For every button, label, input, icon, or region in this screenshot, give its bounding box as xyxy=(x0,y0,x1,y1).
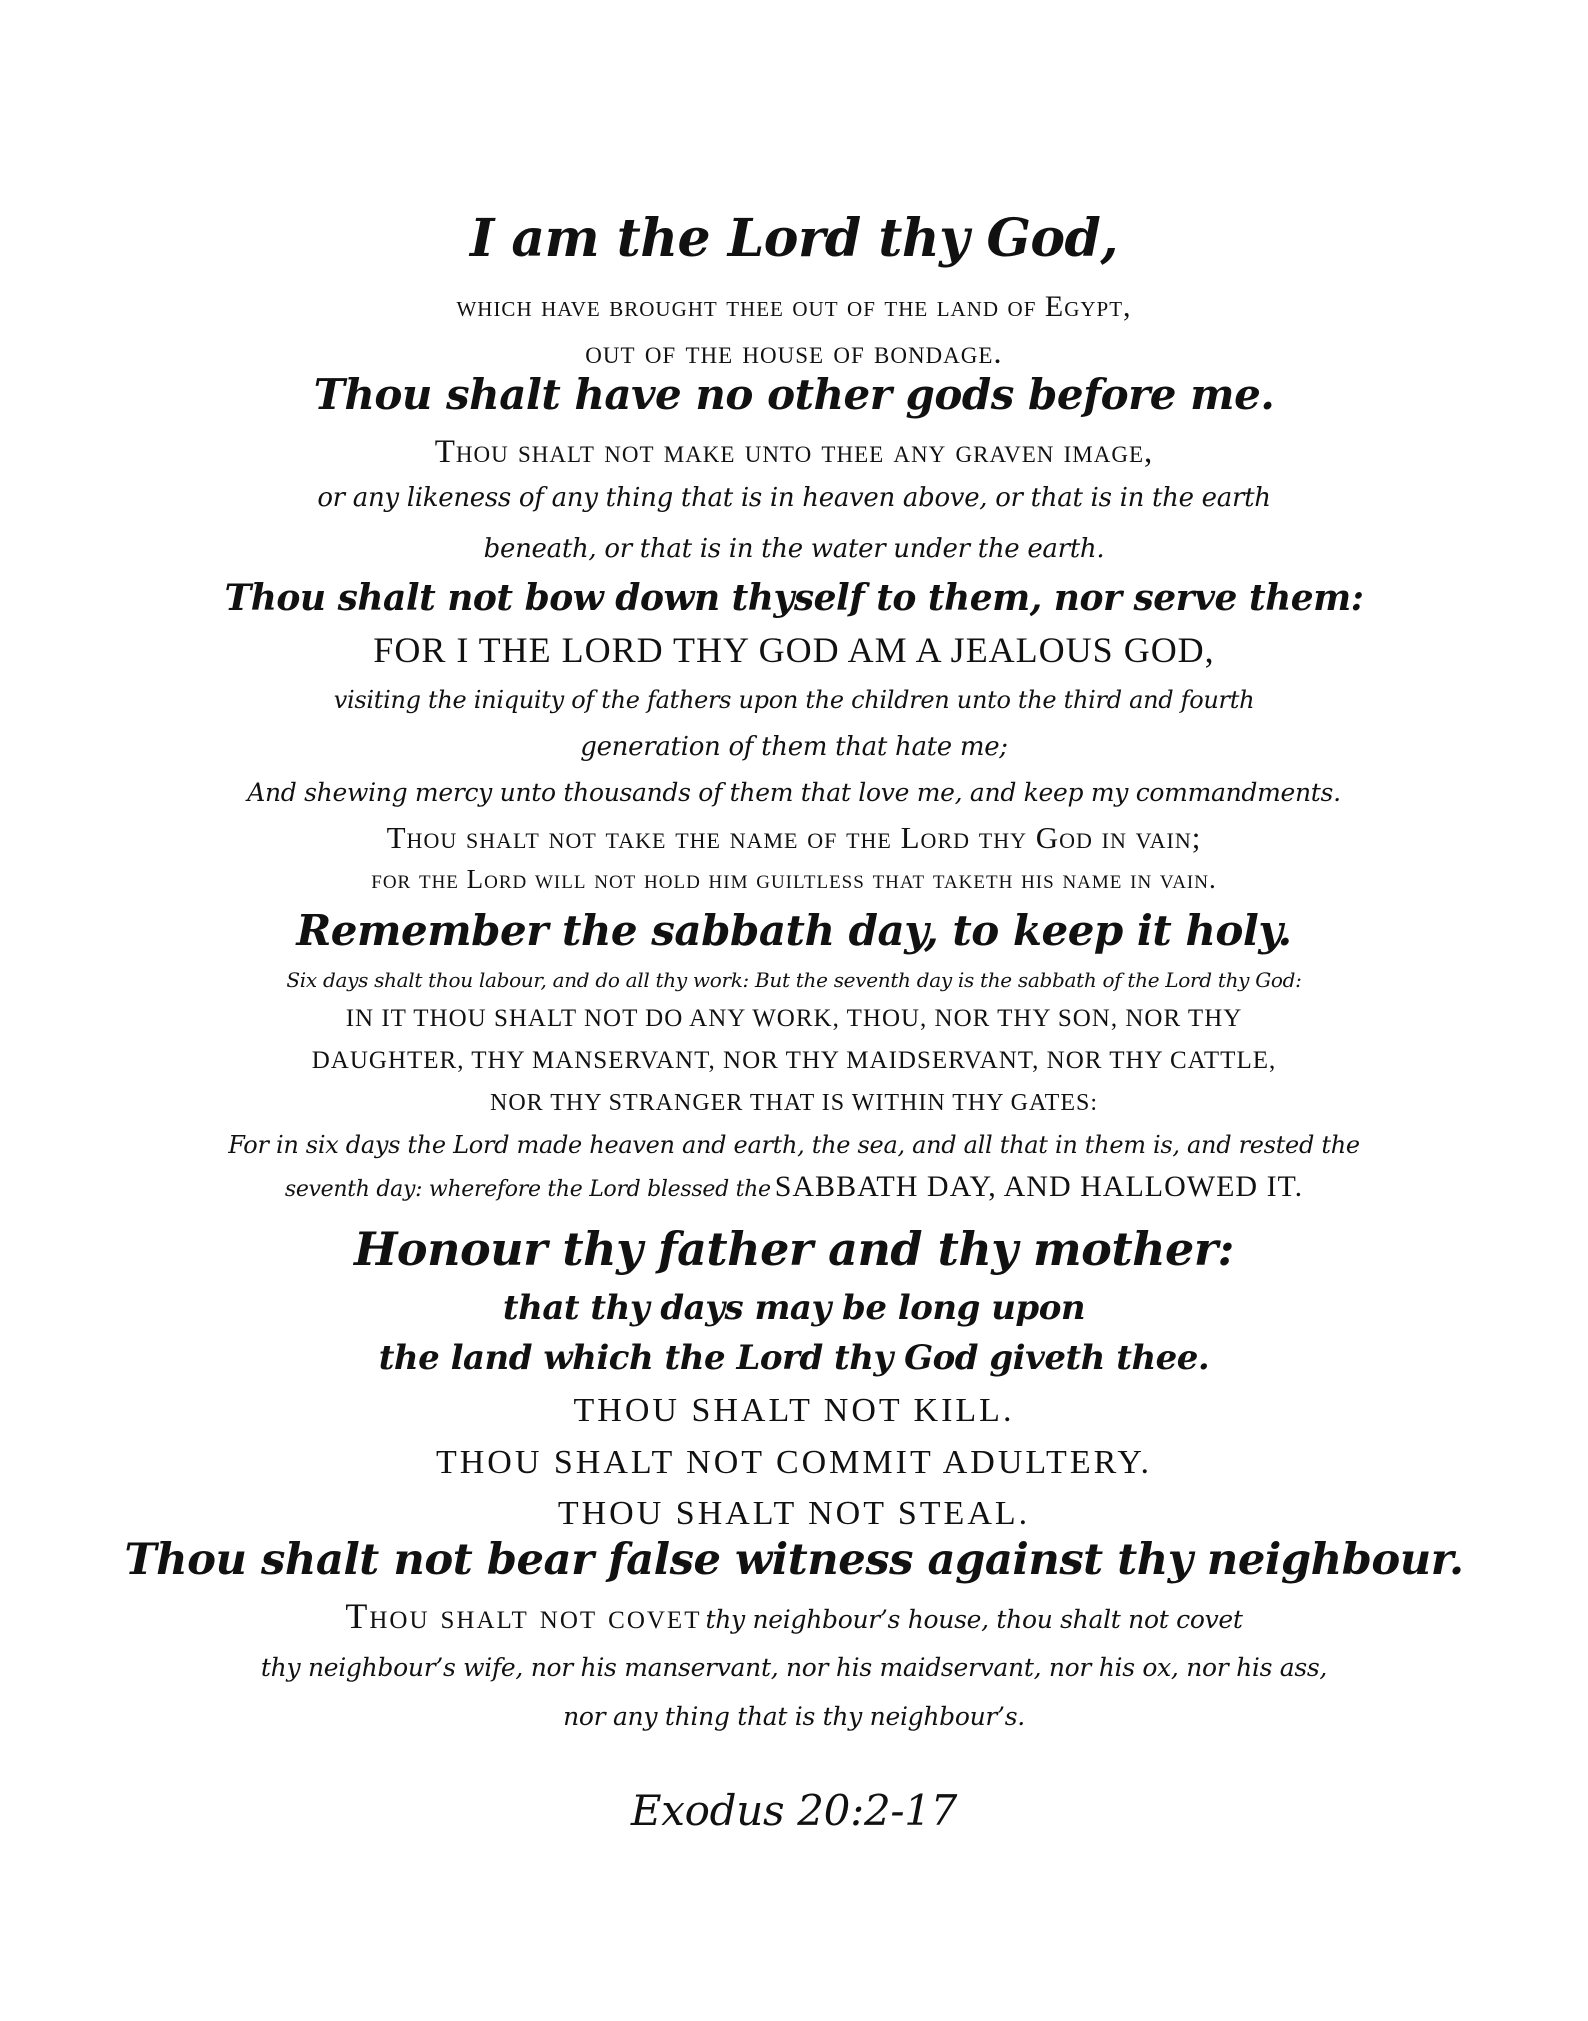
verse-line-mixed xyxy=(0,1172,1588,1202)
verse-line: which have brought thee out of the land of Egypt, xyxy=(456,290,1132,323)
verse-fragment: Thou shalt not covet xyxy=(345,1596,702,1636)
verse-line: generation of them that hate me; xyxy=(580,732,1008,762)
verse-line: beneath, or that is in the water under the earth. xyxy=(483,534,1105,564)
verse-line: DAUGHTER, THY MANSERVANT, NOR THY MAIDSERVANT, NOR THY CATTLE, xyxy=(311,1047,1277,1074)
commandment-line: THOU SHALT NOT KILL. xyxy=(573,1392,1015,1429)
verse-line: Thou shalt not make unto thee any graven image, xyxy=(434,434,1154,470)
verse-line: Thou shalt not take the name of the Lord thy God in vain; xyxy=(386,820,1202,855)
verse-line-mixed xyxy=(0,1598,1588,1634)
commandment-line: THOU SHALT NOT STEAL. xyxy=(557,1495,1031,1532)
scripture-reference: Exodus 20:2-17 xyxy=(630,1786,958,1835)
verse-line: Six days shalt thou labour, and do all thy work: But the seventh day is the sabbath of the Lord thy God: xyxy=(286,968,1302,992)
verse-line: IN IT THOU SHALT NOT DO ANY WORK, THOU, NOR THY SON, NOR THY xyxy=(345,1005,1243,1032)
commandment-heading: Honour thy father and thy mother: xyxy=(353,1222,1235,1276)
verse-fragment: seventh day: wherefore the Lord blessed the xyxy=(284,1177,771,1202)
verse-line: nor any thing that is thy neighbour’s. xyxy=(563,1702,1025,1731)
verse-line: out of the house of bondage. xyxy=(585,335,1003,371)
verse-line: for the Lord will not hold him guiltless that taketh his name in vain. xyxy=(371,864,1217,894)
verse-line: And shewing mercy unto thousands of them that love me, and keep my commandments. xyxy=(247,778,1341,807)
verse-line: FOR I THE LORD THY GOD AM A JEALOUS GOD, xyxy=(373,630,1215,670)
verse-line: or any likeness of any thing that is in heaven above, or that is in the earth xyxy=(317,483,1271,513)
verse-line: Thou shalt not bow down thyself to them, nor serve them: xyxy=(224,577,1364,619)
heading-lord-thy-god: I am the Lord thy God, xyxy=(469,208,1119,269)
verse-fragment: thy neighbour’s house, thou shalt not covet xyxy=(705,1605,1243,1634)
commandment-heading: Remember the sabbath day, to keep it holy. xyxy=(296,906,1292,955)
commandment-heading: Thou shalt have no other gods before me. xyxy=(313,370,1275,419)
commandment-line: THOU SHALT NOT COMMIT ADULTERY. xyxy=(435,1444,1153,1481)
verse-line: visiting the iniquity of the fathers upon the children unto the third and fourth xyxy=(333,686,1255,714)
verse-line: thy neighbour’s wife, nor his manservant, nor his maidservant, nor his ox, nor his ass, xyxy=(260,1653,1328,1682)
verse-fragment: SABBATH DAY, AND HALLOWED IT. xyxy=(774,1170,1304,1203)
verse-line: that thy days may be long upon xyxy=(502,1288,1086,1328)
verse-line: NOR THY STRANGER THAT IS WITHIN THY GATES: xyxy=(489,1090,1098,1116)
verse-line: the land which the Lord thy God giveth thee. xyxy=(378,1338,1210,1378)
commandment-heading: Thou shalt not bear false witness against thy neighbour. xyxy=(124,1534,1464,1585)
verse-line: For in six days the Lord made heaven and earth, the sea, and all that in them is, and rested the xyxy=(228,1131,1360,1159)
